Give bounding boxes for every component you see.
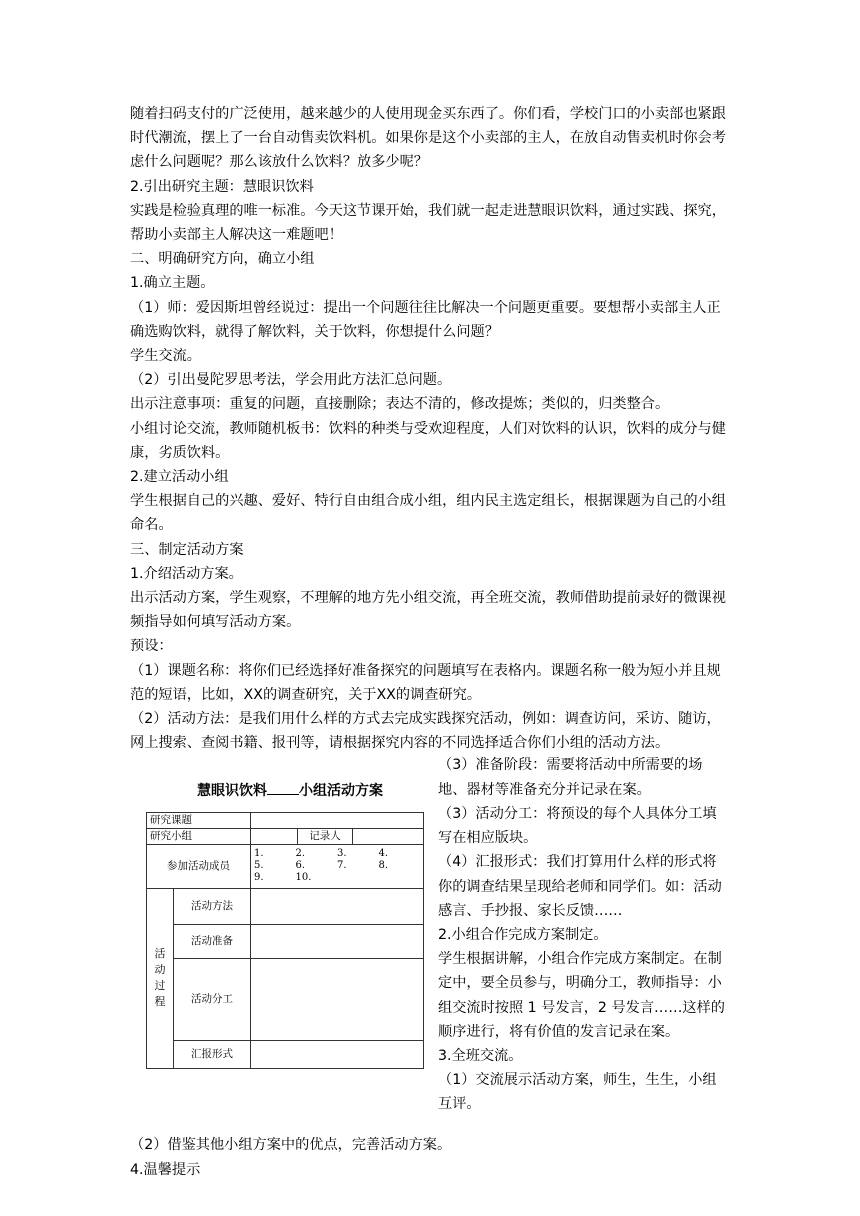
- paragraph: 三、制定活动方案: [130, 541, 244, 558]
- prep-cell: [251, 924, 424, 958]
- form-title: 慧眼识饮料 小组活动方案: [197, 783, 383, 800]
- member-number: 1.: [254, 848, 264, 860]
- report-cell: [251, 1040, 424, 1068]
- paragraph: （1）交流展示活动方案，师生，生生，小组互评。: [438, 1072, 717, 1113]
- member-numbers: [254, 848, 420, 884]
- process-label: 活 动 过 程: [147, 888, 174, 1068]
- prep-label: 活动准备: [174, 924, 251, 958]
- paragraph: （3）活动分工：将预设的每个人具体分工填写在相应版块。: [438, 805, 717, 847]
- paragraph: 学生根据讲解，小组合作完成方案制定。在制定中，要全员参与，明确分工，教师指导：小组交流时按照 1 号发言，2 号发言……这样的顺序进行，将有价值的发言记录在案。: [438, 951, 725, 1040]
- paragraph: （2）借鉴其他小组方案中的优点，完善活动方案。: [130, 1137, 452, 1154]
- paragraph: 学生交流。: [130, 348, 201, 365]
- member-number: 7.: [337, 860, 347, 872]
- division-label: 活动分工: [174, 958, 251, 1040]
- group-cell: [251, 828, 298, 844]
- member-number: 5.: [254, 860, 264, 872]
- method-cell: [251, 888, 424, 924]
- division-cell: [251, 958, 424, 1040]
- document-body: [130, 102, 730, 1182]
- form-section: [130, 755, 730, 1133]
- activity-plan-figure: [142, 761, 424, 1068]
- recorder-cell: [353, 828, 424, 844]
- member-number: 3.: [337, 848, 347, 860]
- paragraph: （3）准备阶段：需要将活动中所需要的场地、器材等准备充分并记录在案。: [438, 757, 703, 798]
- paragraph: （1）课题名称：将你们已经选择好准备探究的问题填写在表格内。课题名称一般为短小并且规范的短语，比如，XX的调查研究，关于XX的调查研究。: [130, 662, 721, 703]
- members-cell: [251, 844, 424, 888]
- paragraph: （2）引出曼陀罗思考法，学会用此方法汇总问题。: [130, 372, 452, 389]
- paragraph: 二、明确研究方向，确立小组: [130, 251, 315, 268]
- paragraph: 随着扫码支付的广泛使用，越来越少的人使用现金买东西了。你们看，学校门口的小卖部也紧跟时代潮流，摆上了一台自动售卖饮料机。如果你是这个小卖部的主人，在放自动售卖机时你会考虑什么问题呢？那么该放什么饮料？放多少呢？: [130, 106, 726, 171]
- bottom-paragraphs: [130, 1133, 730, 1181]
- paragraph: 预设：: [130, 638, 173, 655]
- paragraph: 实践是检验真理的唯一标准。今天这节课开始，我们就一起走进慧眼识饮料，通过实践、探究，帮助小卖部主人解决这一难题吧！: [130, 202, 726, 244]
- activity-plan-table: [146, 812, 424, 1069]
- paragraph: 2.引出研究主题：慧眼识饮料: [130, 178, 314, 195]
- title-blank: [267, 784, 299, 795]
- member-number: 9.: [254, 872, 264, 884]
- paragraph: （4）汇报形式：我们打算用什么样的形式将你的调查结果呈现给老师和同学们。如：活动感言、手抄报、家长反馈……: [438, 854, 722, 919]
- paragraph: 2.建立活动小组: [130, 469, 229, 486]
- paragraph: （2）活动方法：是我们用什么样的方式去完成实践探究活动，例如：调查访问，采访、随访，网上搜索、查阅书籍、报刊等，请根据探究内容的不同选择适合你们小组的活动方法。: [130, 711, 721, 752]
- group-label: 研究小组: [147, 828, 251, 844]
- member-number: 6.: [295, 860, 306, 872]
- side-paragraphs: [438, 753, 730, 1116]
- topic-label: 研究课题: [147, 812, 251, 828]
- member-number: 10.: [295, 872, 312, 884]
- top-paragraphs: [130, 102, 730, 755]
- paragraph: 出示注意事项：重复的问题，直接删除；表达不清的，修改提炼；类似的，归类整合。: [130, 396, 670, 413]
- paragraph: 3.全班交流。: [438, 1047, 523, 1064]
- method-label: 活动方法: [174, 888, 251, 924]
- paragraph: 出示活动方案，学生观察，不理解的地方先小组交流，再全班交流，教师借助提前录好的微课视频指导如何填写活动方案。: [130, 590, 726, 631]
- paragraph: 1.确立主题。: [130, 275, 215, 292]
- members-label: 参加活动成员: [147, 844, 251, 888]
- paragraph: 1.介绍活动方案。: [130, 565, 243, 582]
- paragraph: （1）师：爱因斯坦曾经说过：提出一个问题往往比解决一个问题更重要。要想帮小卖部主人正确选购饮料，就得了解饮料，关于饮料，你想提什么问题？: [130, 299, 721, 340]
- topic-cell: [251, 812, 424, 828]
- paragraph: 学生根据自己的兴趣、爱好、特行自由组合成小组，组内民主选定组长，根据课题为自己的小组命名。: [130, 493, 726, 534]
- recorder-label: 记录人: [298, 828, 353, 844]
- member-number: 2.: [295, 848, 306, 860]
- paragraph: 4.温馨提示: [130, 1161, 201, 1178]
- report-label: 汇报形式: [174, 1040, 251, 1068]
- member-number: 4.: [378, 848, 389, 860]
- paragraph: 2.小组合作完成方案制定。: [438, 926, 608, 943]
- paragraph: 小组讨论交流，教师随机板书：饮料的种类与受欢迎程度，人们对饮料的认识，饮料的成分与健康，劣质饮料。: [130, 420, 726, 461]
- member-number: 8.: [378, 860, 389, 872]
